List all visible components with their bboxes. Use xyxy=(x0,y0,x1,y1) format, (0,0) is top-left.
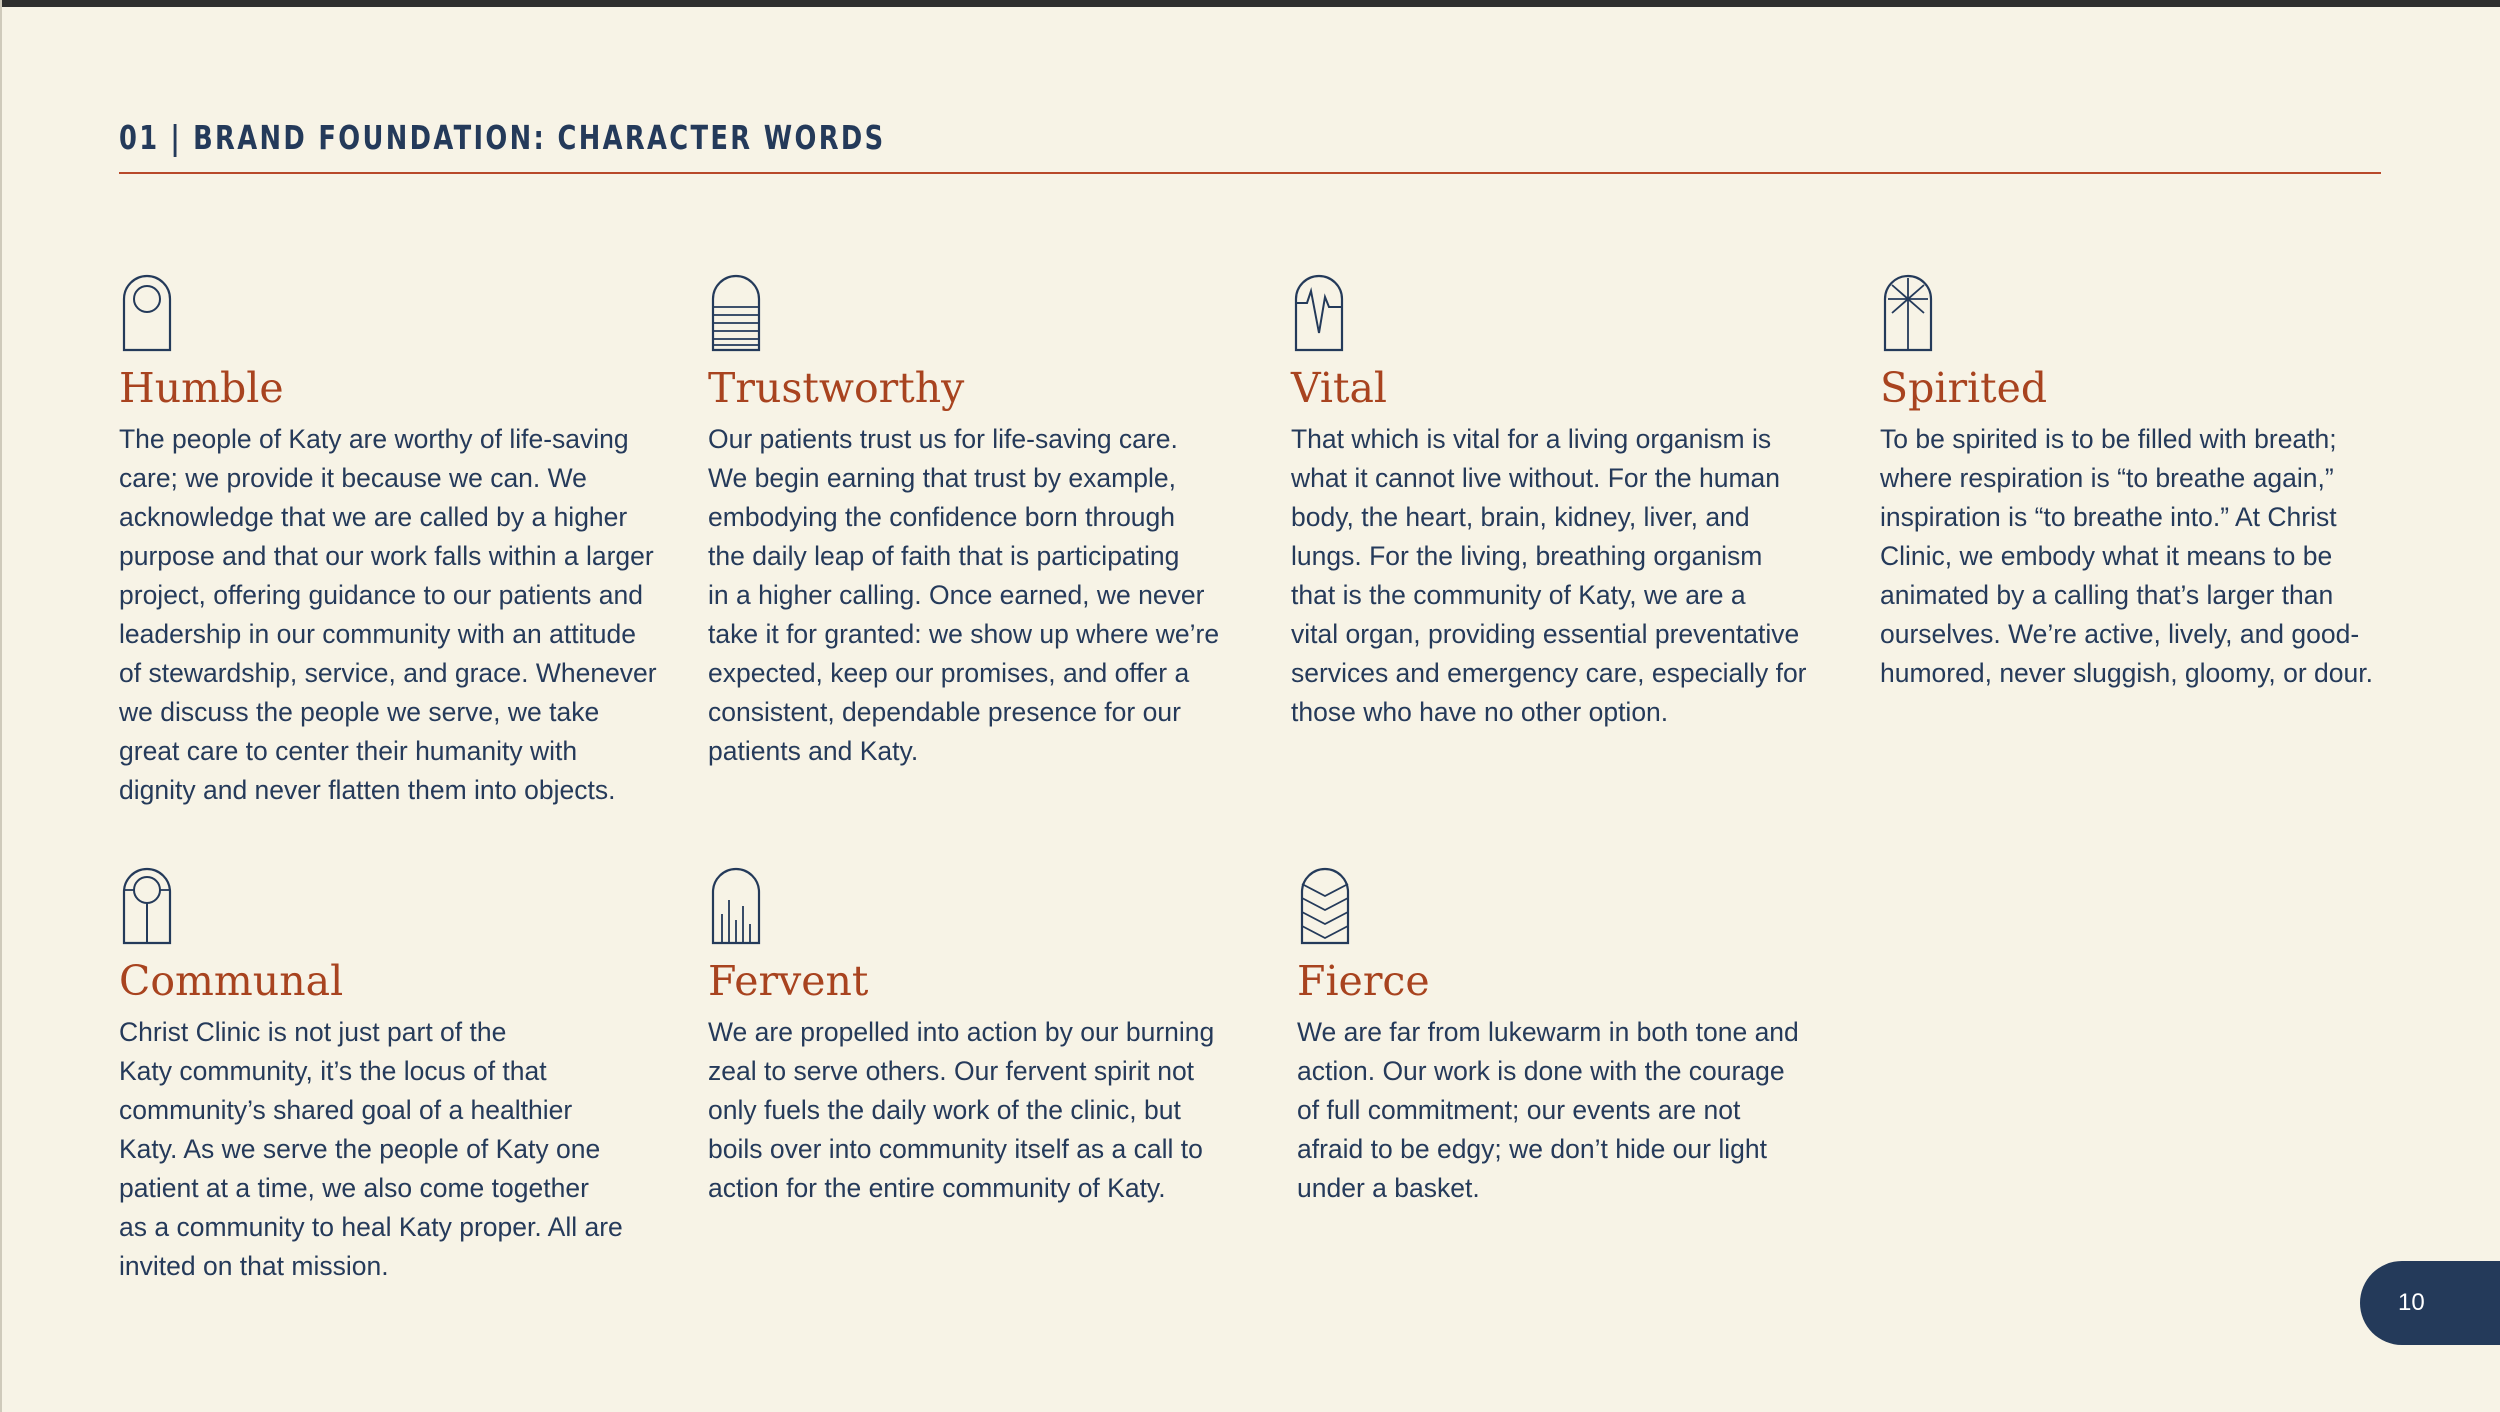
page-number: 10 xyxy=(2398,1289,2425,1316)
card-vital xyxy=(1291,273,1851,732)
arch-lines-icon xyxy=(708,273,764,353)
card-body: We are far from lukewarm in both tone and action. Our work is done with the courage of full commitment; our events are not afraid to be edgy; we don’t hide our light under a basket. xyxy=(1297,1017,1799,1203)
card-title: Trustworthy xyxy=(708,364,965,412)
card-trustworthy xyxy=(708,273,1268,771)
card-body: Christ Clinic is not just part of the Katy community, it’s the locus of that community’s shared goal of a healthier Katy. As we serve the people of Katy one patient at a time, we also come together as a community to heal Katy proper. All are invited on that mission. xyxy=(119,1017,623,1281)
card-humble xyxy=(119,273,679,810)
card-body: We are propelled into action by our burning zeal to serve others. Our fervent spirit not only fuels the daily work of the clinic, but boils over into community itself as a call to action for the entire community of Katy. xyxy=(708,1017,1215,1203)
card-body: The people of Katy are worthy of life-saving care; we provide it because we can. We acknowledge that we are called by a higher purpose and that our work falls within a larger project, offering guidance to our patients and leadership in our community with an attitude of stewardship, service, and grace. Whenever we discuss the people we serve, we take great care to center their humanity with dignity and never flatten them into objects. xyxy=(119,424,657,805)
arch-flames-icon xyxy=(708,866,764,946)
card-body: That which is vital for a living organism is what it cannot live without. For the human body, the heart, brain, kidney, liver, and lungs. For the living, breathing organism that is the community of Katy, we are a vital organ, providing essential preventative services and emergency care, especially for those who have no other option. xyxy=(1291,424,1807,727)
section-header xyxy=(119,118,885,157)
card-title: Fervent xyxy=(708,957,869,1005)
header-separator: | xyxy=(170,118,183,157)
arch-circle-stem-icon xyxy=(119,866,175,946)
card-fierce xyxy=(1297,866,1857,1208)
arch-heartbeat-icon xyxy=(1291,273,1347,353)
arch-chevrons-icon xyxy=(1297,866,1353,946)
page-number-badge xyxy=(2360,1261,2500,1345)
card-spirited xyxy=(1880,273,2440,693)
section-title: BRAND FOUNDATION: CHARACTER WORDS xyxy=(193,118,886,157)
arch-starburst-icon xyxy=(1880,273,1936,353)
card-title: Communal xyxy=(119,957,344,1005)
section-number: 01 xyxy=(119,118,160,157)
card-body: Our patients trust us for life-saving care. We begin earning that trust by example, embodying the confidence born through the daily leap of faith that is participating in a higher calling. Once earned, we never take it for granted: we show up where we’re expected, keep our promises, and offer a consistent, dependable presence for our patients and Katy. xyxy=(708,424,1220,766)
card-communal xyxy=(119,866,679,1286)
card-body: To be spirited is to be filled with breath; where respiration is “to breathe again,” inspiration is “to breathe into.” At Christ Clinic, we embody what it means to be animated by a calling that’s larger than ourselves. We’re active, lively, and good- humored, never sluggish, gloomy, or dour. xyxy=(1880,424,2373,688)
left-edge-line xyxy=(0,0,2,1412)
header-rule xyxy=(119,172,2381,174)
top-edge-bar xyxy=(0,0,2500,7)
arch-circle-icon xyxy=(119,273,175,353)
card-title: Spirited xyxy=(1880,364,2048,412)
card-title: Humble xyxy=(119,364,284,412)
card-title: Vital xyxy=(1291,364,1388,412)
card-title: Fierce xyxy=(1297,957,1430,1005)
card-fervent xyxy=(708,866,1268,1208)
